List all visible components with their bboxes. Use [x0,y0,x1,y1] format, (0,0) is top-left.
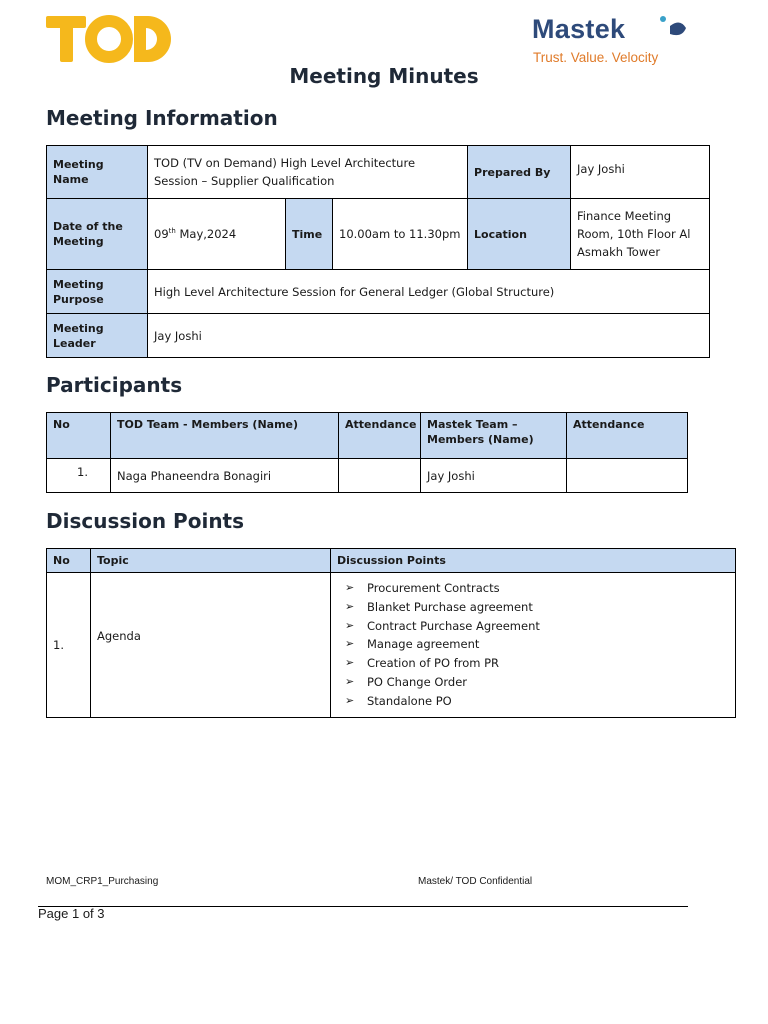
mastek-wordmark: Mastek [532,14,626,44]
arrowhead-bullet-icon: ➢ [345,581,355,594]
leader-label: Meeting Leader [47,314,148,358]
page-number: Page 1 of 3 [38,906,105,921]
purpose-label: Meeting Purpose [47,270,148,314]
arrowhead-bullet-icon: ➢ [345,599,355,613]
participant-tod-member: Naga Phaneendra Bonagiri [111,459,339,493]
participants-col-no: No [47,413,111,459]
time-value: 10.00am to 11.30pm [333,199,468,270]
discussion-no: 1. [47,573,91,718]
arrowhead-bullet-icon: ➢ [345,674,355,688]
list-item: ➢ PO Change Order [367,673,729,692]
participant-no: 1. [47,459,111,493]
date-value: 09th May,2024 [148,199,286,270]
participant-mastek-member: Jay Joshi [421,459,567,493]
list-item: ➢ Blanket Purchase agreement [367,598,729,617]
table-row [47,459,688,493]
discussion-points-heading: Discussion Points [46,509,245,533]
discussion-topic: Agenda [91,573,331,718]
document-title: Meeting Minutes [289,64,479,88]
footer-confidential: Mastek/ TOD Confidential [418,876,533,887]
participants-col-mastek-attendance: Attendance [567,413,688,459]
discussion-col-no: No [47,549,91,573]
participant-mastek-attendance [567,459,688,493]
participants-table [46,412,688,493]
mastek-swoosh-icon [650,14,694,44]
time-label: Time [286,199,333,270]
arrowhead-bullet-icon: ➢ [345,656,355,670]
list-item: ➢ Contract Purchase Agreement [367,617,729,636]
mastek-logo [532,14,702,70]
meeting-information-table [46,145,710,358]
location-value: Finance Meeting Room, 10th Floor Al Asmakh Tower [571,199,710,270]
footer-divider [38,906,688,907]
mastek-tagline: Trust. Value. Velocity [533,50,659,65]
meeting-information-heading: Meeting Information [46,106,278,130]
participants-col-mastek-members: Mastek Team – Members (Name) [421,413,567,459]
arrowhead-bullet-icon: ➢ [345,693,355,707]
participants-heading: Participants [46,373,183,397]
list-item: ➢ Manage agreement [367,635,729,654]
discussion-points-table [46,548,736,718]
participants-col-tod-attendance: Attendance [339,413,421,459]
date-label: Date of the Meeting [47,199,148,270]
list-item: ➢ Procurement Contracts [367,579,729,598]
list-item: ➢ Standalone PO [367,692,729,711]
arrowhead-bullet-icon: ➢ [345,618,355,632]
participant-tod-attendance [339,459,421,493]
prepared-by-label: Prepared By [468,146,571,199]
purpose-value: High Level Architecture Session for General Ledger (Global Structure) [148,270,710,314]
participants-col-tod-members: TOD Team - Members (Name) [111,413,339,459]
discussion-col-points: Discussion Points [331,549,736,573]
prepared-by-value: Jay Joshi [571,146,710,199]
list-item: ➢ Creation of PO from PR [367,654,729,673]
arrowhead-bullet-icon: ➢ [345,637,355,651]
discussion-points-list [337,579,729,711]
tod-logo [46,12,172,68]
meeting-name-value: TOD (TV on Demand) High Level Architecture Session – Supplier Qualification [148,146,468,199]
meeting-name-label: Meeting Name [47,146,148,199]
location-label: Location [468,199,571,270]
discussion-col-topic: Topic [91,549,331,573]
footer-document-id: MOM_CRP1_Purchasing [46,876,159,887]
leader-value: Jay Joshi [148,314,710,358]
table-row [47,573,736,718]
discussion-points-cell [331,573,736,718]
